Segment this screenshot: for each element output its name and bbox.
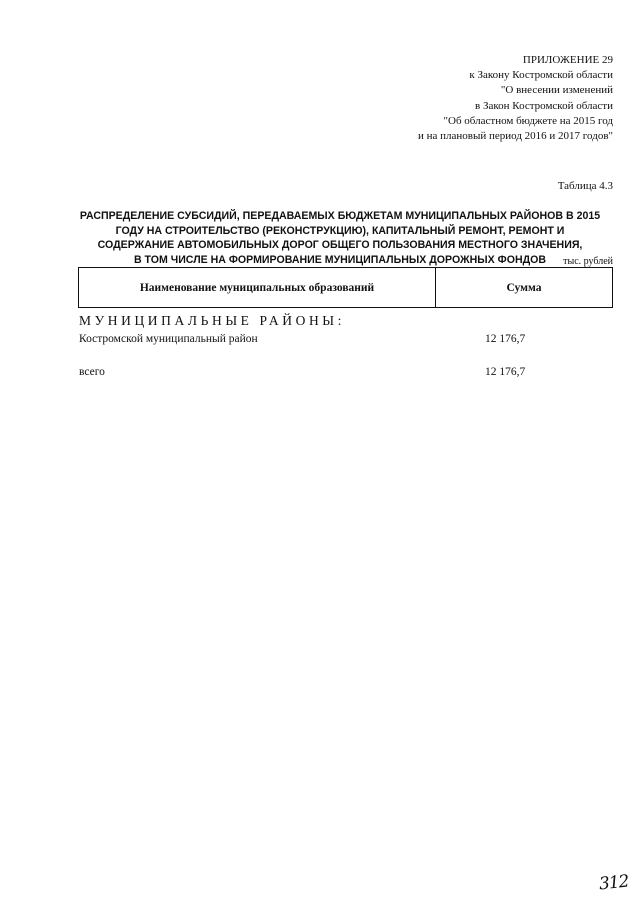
total-label: всего bbox=[79, 366, 105, 378]
row-value: 12 176,7 bbox=[485, 333, 526, 345]
appendix-line: "О внесении изменений bbox=[500, 84, 613, 97]
appendix-title: ПРИЛОЖЕНИЕ 29 bbox=[522, 54, 613, 66]
appendix-line: в Закон Костромской области bbox=[475, 99, 613, 112]
row-name: Костромской муниципальный район bbox=[79, 333, 258, 345]
appendix-line: "Об областном бюджете на 2015 год bbox=[443, 114, 613, 127]
section-label: МУНИЦИПАЛЬНЫЕ РАЙОНЫ: bbox=[79, 313, 346, 328]
total-value: 12 176,7 bbox=[485, 366, 526, 378]
table-header bbox=[78, 267, 613, 308]
title-line: СОДЕРЖАНИЕ АВТОМОБИЛЬНЫХ ДОРОГ ОБЩЕГО ПОЛЬЗОВАНИЯ МЕСТНОГО ЗНАЧЕНИЯ, bbox=[97, 239, 583, 251]
table-reference: Таблица 4.3 bbox=[557, 180, 613, 192]
title-line: ГОДУ НА СТРОИТЕЛЬСТВО (РЕКОНСТРУКЦИЮ), КАПИТАЛЬНЫЙ РЕМОНТ, РЕМОНТ И bbox=[115, 224, 565, 237]
appendix-header bbox=[283, 53, 613, 144]
column-header-name: Наименование муниципальных образований bbox=[79, 268, 436, 307]
appendix-line: и на плановый период 2016 и 2017 годов" bbox=[417, 130, 613, 143]
title-line: В ТОМ ЧИСЛЕ НА ФОРМИРОВАНИЕ МУНИЦИПАЛЬНЫХ ДОРОЖНЫХ ФОНДОВ bbox=[133, 253, 547, 266]
units-label: тыс. рублей bbox=[563, 256, 613, 267]
title-line: РАСПРЕДЕЛЕНИЕ СУБСИДИЙ, ПЕРЕДАВАЕМЫХ БЮДЖЕТАМ МУНИЦИПАЛЬНЫХ РАЙОНОВ В 2015 bbox=[79, 210, 601, 222]
column-header-sum: Сумма bbox=[506, 281, 542, 294]
page-number: 312 bbox=[597, 871, 629, 895]
document-title bbox=[60, 209, 620, 267]
appendix-line: к Закону Костромской области bbox=[469, 69, 613, 82]
